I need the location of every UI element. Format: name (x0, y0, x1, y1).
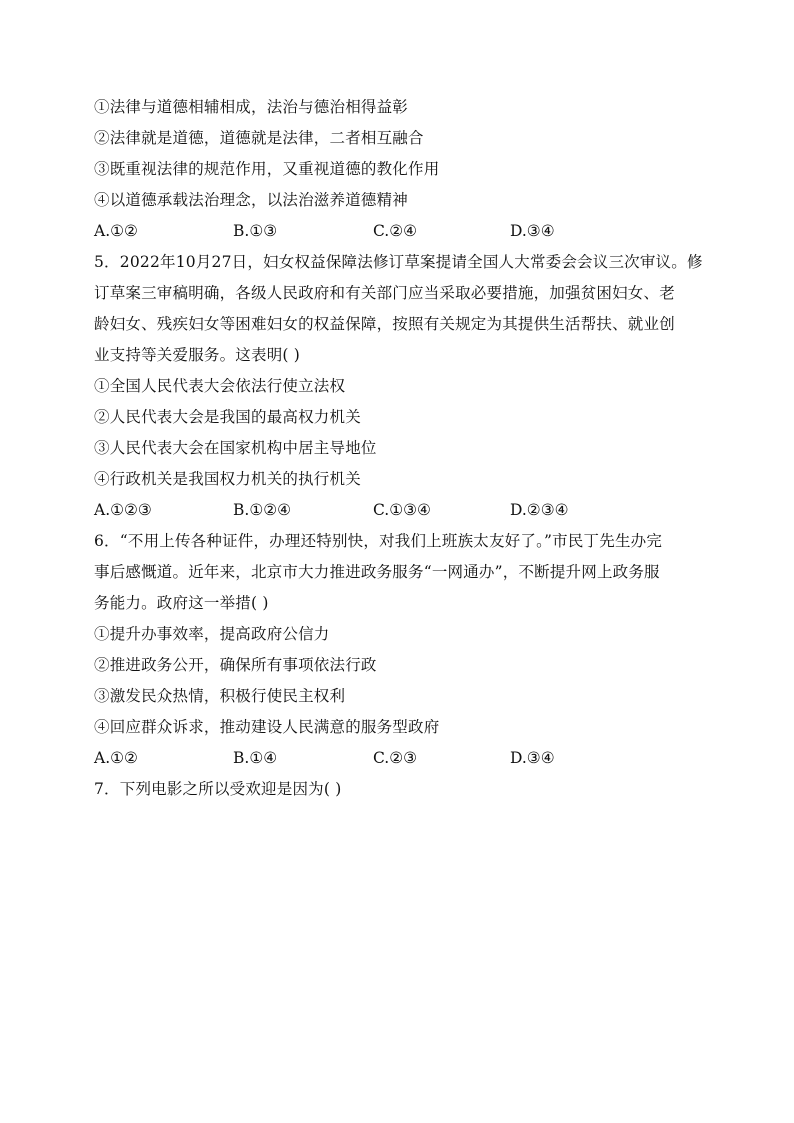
q6-statement-2: ②推进政务公开，确保所有事项依法行政 (94, 656, 377, 674)
q6-stem-line-2: 事后感慨道。近年来，北京市大力推进政务服务“一网通办”，不断提升网上政务服 (94, 563, 660, 581)
q6-options (94, 743, 704, 774)
question-6 (94, 526, 704, 774)
q4-options (94, 216, 704, 247)
q5-option-c[interactable]: C.①③④ (373, 501, 431, 519)
q5-statement-2: ②人民代表大会是我国的最高权力机关 (94, 408, 361, 426)
q5-statement-4: ④行政机关是我国权力机关的执行机关 (94, 470, 361, 488)
question-5 (94, 247, 704, 526)
question-content (94, 92, 704, 805)
q6-statement-1: ①提升办事效率，提高政府公信力 (94, 625, 330, 643)
q5-stem-line-3: 龄妇女、残疾妇女等困难妇女的权益保障，按照有关规定为其提供生活帮扶、就业创 (94, 315, 675, 333)
q6-stem-line-1: 6．“不用上传各种证件，办理还特别快，对我们上班族太友好了。”市民丁先生办完 (94, 532, 663, 550)
q5-option-b[interactable]: B.①②④ (233, 501, 292, 519)
q6-option-a[interactable]: A.①② (94, 749, 138, 767)
q5-option-d[interactable]: D.②③④ (510, 501, 569, 519)
q4-statement-1: ①法律与道德相辅相成，法治与德治相得益彰 (94, 98, 409, 116)
q4-statement-2: ②法律就是道德，道德就是法律，二者相互融合 (94, 129, 424, 147)
q4-option-d[interactable]: D.③④ (510, 222, 555, 240)
question-7 (94, 774, 704, 805)
q4-statement-3: ③既重视法律的规范作用，又重视道德的教化作用 (94, 160, 440, 178)
q5-statement-1: ①全国人民代表大会依法行使立法权 (94, 377, 346, 395)
q6-option-c[interactable]: C.②③ (373, 749, 418, 767)
q4-option-c[interactable]: C.②④ (373, 222, 418, 240)
q4-option-a[interactable]: A.①② (94, 222, 138, 240)
q5-stem-line-2: 订草案三审稿明确，各级人民政府和有关部门应当采取必要措施，加强贫困妇女、老 (94, 284, 675, 302)
q5-stem-line-4: 业支持等关爱服务。这表明( ) (94, 346, 301, 364)
q5-statement-3: ③人民代表大会在国家机构中居主导地位 (94, 439, 377, 457)
q6-option-b[interactable]: B.①④ (233, 749, 278, 767)
q7-stem-line-1: 7．下列电影之所以受欢迎是因为( ) (94, 780, 342, 798)
q6-option-d[interactable]: D.③④ (510, 749, 555, 767)
q5-options (94, 495, 704, 526)
q6-statement-4: ④回应群众诉求，推动建设人民满意的服务型政府 (94, 718, 440, 736)
q4-statement-4: ④以道德承载法治理念，以法治滋养道德精神 (94, 191, 409, 209)
q6-stem-line-3: 务能力。政府这一举措( ) (94, 594, 269, 612)
q6-statement-3: ③激发民众热情，积极行使民主权利 (94, 687, 346, 705)
q4-option-b[interactable]: B.①③ (233, 222, 278, 240)
q5-option-a[interactable]: A.①②③ (94, 501, 152, 519)
q5-stem-line-1: 5．2022年10月27日，妇女权益保障法修订草案提请全国人大常委会会议三次审议。修 (94, 253, 703, 271)
question-4 (94, 92, 704, 247)
